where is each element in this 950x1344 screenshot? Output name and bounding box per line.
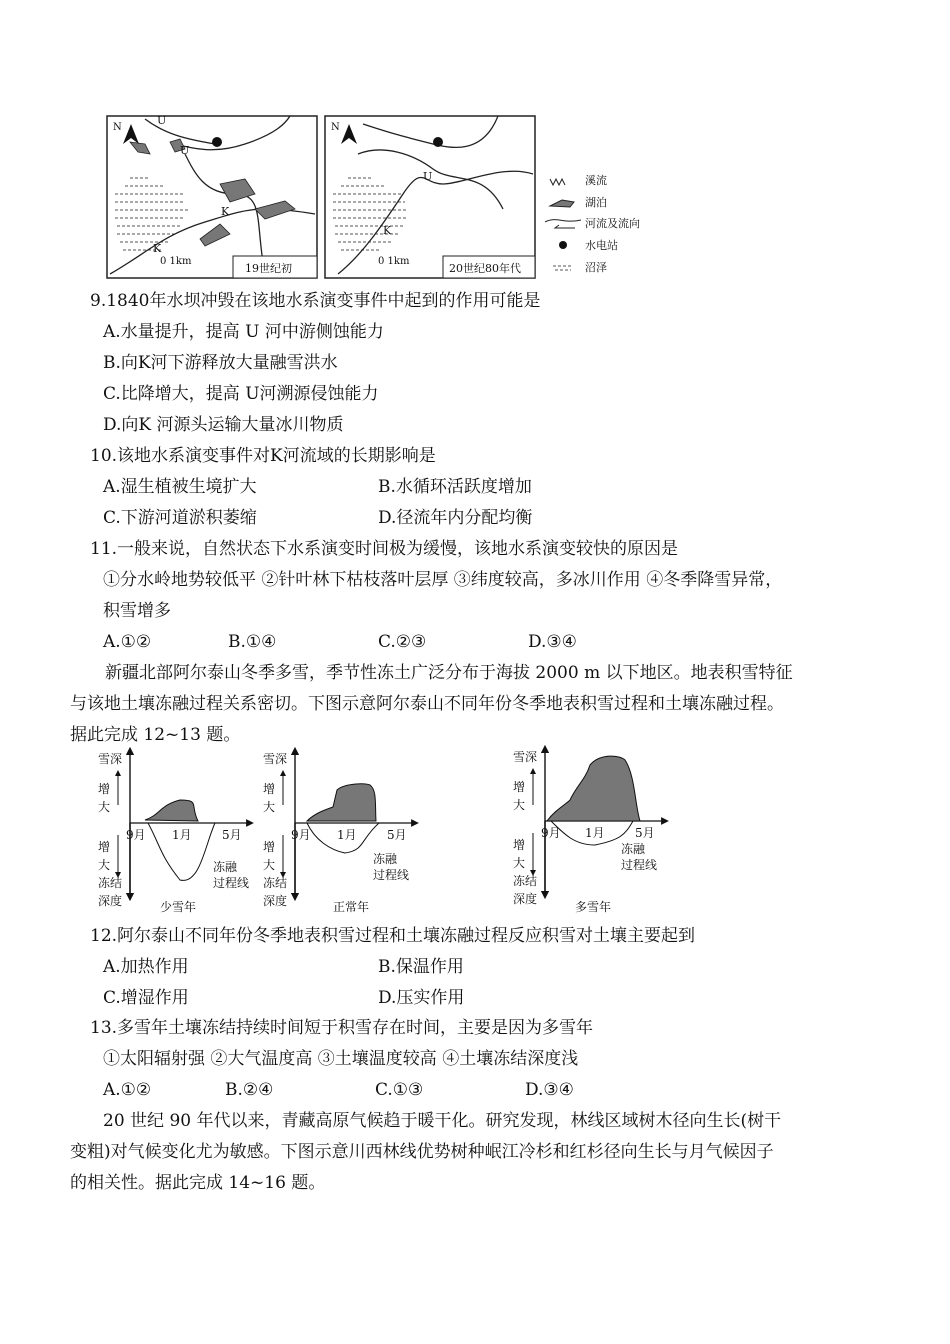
q12-option-c[interactable]: C.增湿作用 (103, 988, 189, 1008)
q11-option-c[interactable]: C.②③ (378, 632, 427, 652)
river-u-label: U (157, 114, 167, 127)
curve-label: 冻融 (373, 852, 398, 866)
y-label-freeze-depth: 深度 (263, 894, 288, 908)
scale-bar: 0 1km (160, 256, 192, 267)
y-label-freeze-depth: 冻结 (263, 876, 288, 890)
q11-option-b[interactable]: B.①④ (228, 632, 277, 652)
month-tick: 1月 (337, 828, 357, 842)
increase-label: 增 (98, 840, 111, 854)
y-label-freeze-depth: 深度 (513, 892, 538, 906)
q13-stem: 13.多雪年土壤冻结持续时间短于积雪存在时间，主要是因为多雪年 (90, 1018, 594, 1038)
curve-label: 过程线 (373, 868, 410, 882)
map-panel-1980s (325, 116, 535, 278)
month-tick: 9月 (291, 828, 311, 842)
river-u-label: U (423, 170, 433, 183)
q13-option-c[interactable]: C.①③ (375, 1080, 424, 1100)
q11-option-a[interactable]: A.①② (103, 632, 152, 652)
q9-stem: 9.1840年水坝冲毁在该地水系演变事件中起到的作用可能是 (90, 291, 541, 311)
q10-option-c[interactable]: C.下游河道淤积萎缩 (103, 508, 257, 528)
scale-bar: 0 1km (378, 256, 410, 267)
map-caption: 19世纪初 (245, 262, 292, 275)
river-u-label: U (180, 144, 190, 157)
q10-option-b[interactable]: B.水循环活跃度增加 (378, 477, 532, 497)
legend-stream: 溪流 (585, 174, 607, 187)
q13-option-a[interactable]: A.①② (103, 1080, 152, 1100)
q11-items-cont: 积雪增多 (103, 601, 171, 621)
q11-option-d[interactable]: D.③④ (528, 632, 577, 652)
y-label-freeze-depth: 冻结 (98, 876, 123, 890)
q9-option-a[interactable]: A.水量提升，提高 U 河中游侧蚀能力 (103, 322, 384, 342)
q13-option-b[interactable]: B.②④ (225, 1080, 274, 1100)
passage2-line: 20 世纪 90 年代以来，青藏高原气候趋于暖干化。研究发现，林线区域树木径向生长(树干 (103, 1111, 782, 1131)
increase-label: 大 (98, 858, 111, 872)
y-label-snow-depth: 雪深 (98, 752, 123, 766)
passage2-line: 的相关性。据此完成 14~16 题。 (70, 1173, 326, 1193)
month-tick: 9月 (541, 826, 561, 840)
river-system-maps (105, 114, 665, 282)
diagram-normal-year (263, 751, 415, 914)
map-caption: 20世纪80年代 (449, 262, 521, 275)
q9-option-c[interactable]: C.比降增大，提高 U河溯源侵蚀能力 (103, 384, 379, 404)
month-tick: 1月 (585, 826, 605, 840)
q9-option-b[interactable]: B.向K河下游释放大量融雪洪水 (103, 353, 338, 373)
increase-label: 增 (263, 782, 276, 796)
diagram-high-snow-year (513, 749, 665, 914)
q11-items: ①分水岭地势较低平 ②针叶林下枯枝落叶层厚 ③纬度较高，多冰川作用 ④冬季降雪异常， (103, 570, 783, 590)
q10-stem: 10.该地水系演变事件对K河流域的长期影响是 (90, 446, 436, 466)
y-label-snow-depth: 雪深 (263, 752, 288, 766)
north-label: N (113, 122, 122, 133)
river-k-label: K (153, 242, 162, 255)
q10-option-a[interactable]: A.湿生植被生境扩大 (103, 477, 257, 497)
q13-option-d[interactable]: D.③④ (525, 1080, 574, 1100)
passage1-line: 与该地土壤冻融过程关系密切。下图示意阿尔泰山不同年份冬季地表积雪过程和土壤冻融过程。 (70, 694, 784, 714)
snow-freeze-diagrams (90, 745, 680, 917)
river-k-label: K (221, 205, 230, 218)
passage2-line: 变粗)对气候变化尤为敏感。下图示意川西林线优势树种岷江冷杉和红杉径向生长与月气候因子 (70, 1142, 774, 1162)
panel-caption: 正常年 (333, 900, 370, 914)
month-tick: 5月 (635, 826, 655, 840)
month-tick: 5月 (387, 828, 407, 842)
q11-stem: 11.一般来说，自然状态下水系演变时间极为缓慢，该地水系演变较快的原因是 (90, 539, 679, 559)
increase-label: 大 (513, 856, 526, 870)
legend-river: 河流及流向 (585, 217, 640, 230)
increase-label: 大 (263, 858, 276, 872)
panel-caption: 多雪年 (575, 900, 612, 914)
q12-stem: 12.阿尔泰山不同年份冬季地表积雪过程和土壤冻融过程反应积雪对土壤主要起到 (90, 926, 696, 946)
month-tick: 5月 (222, 828, 242, 842)
legend-lake: 湖泊 (585, 196, 607, 209)
increase-label: 增 (513, 838, 526, 852)
curve-label: 冻融 (621, 842, 646, 856)
q13-items: ①太阳辐射强 ②大气温度高 ③土壤温度较高 ④土壤冻结深度浅 (103, 1049, 579, 1069)
curve-label: 过程线 (621, 858, 658, 872)
river-k-label: K (383, 224, 392, 237)
map-panel-19th-century (107, 114, 317, 278)
month-tick: 9月 (126, 828, 146, 842)
diagram-low-snow-year (98, 751, 250, 914)
increase-label: 增 (98, 782, 111, 796)
y-label-freeze-depth: 冻结 (513, 874, 538, 888)
q12-option-b[interactable]: B.保温作用 (378, 957, 464, 977)
curve-label: 过程线 (213, 876, 250, 890)
increase-label: 增 (513, 780, 526, 794)
q12-option-a[interactable]: A.加热作用 (103, 957, 189, 977)
q9-option-d[interactable]: D.向K 河源头运输大量冰川物质 (103, 415, 344, 435)
curve-label: 冻融 (213, 860, 238, 874)
map-legend (545, 173, 640, 274)
increase-label: 大 (513, 798, 526, 812)
passage1-line: 据此完成 12~13 题。 (70, 725, 241, 745)
y-label-snow-depth: 雪深 (513, 750, 538, 764)
increase-label: 大 (263, 800, 276, 814)
y-label-freeze-depth: 深度 (98, 894, 123, 908)
legend-swamp: 沼泽 (585, 261, 607, 274)
north-label: N (331, 122, 340, 133)
passage1-line: 新疆北部阿尔泰山冬季多雪，季节性冻土广泛分布于海拔 2000 m 以下地区。地表积雪特征 (105, 663, 793, 683)
q12-option-d[interactable]: D.压实作用 (378, 988, 465, 1008)
month-tick: 1月 (172, 828, 192, 842)
q10-option-d[interactable]: D.径流年内分配均衡 (378, 508, 533, 528)
increase-label: 大 (98, 800, 111, 814)
panel-caption: 少雪年 (160, 900, 197, 914)
increase-label: 增 (263, 840, 276, 854)
legend-hydropower: 水电站 (585, 239, 618, 252)
